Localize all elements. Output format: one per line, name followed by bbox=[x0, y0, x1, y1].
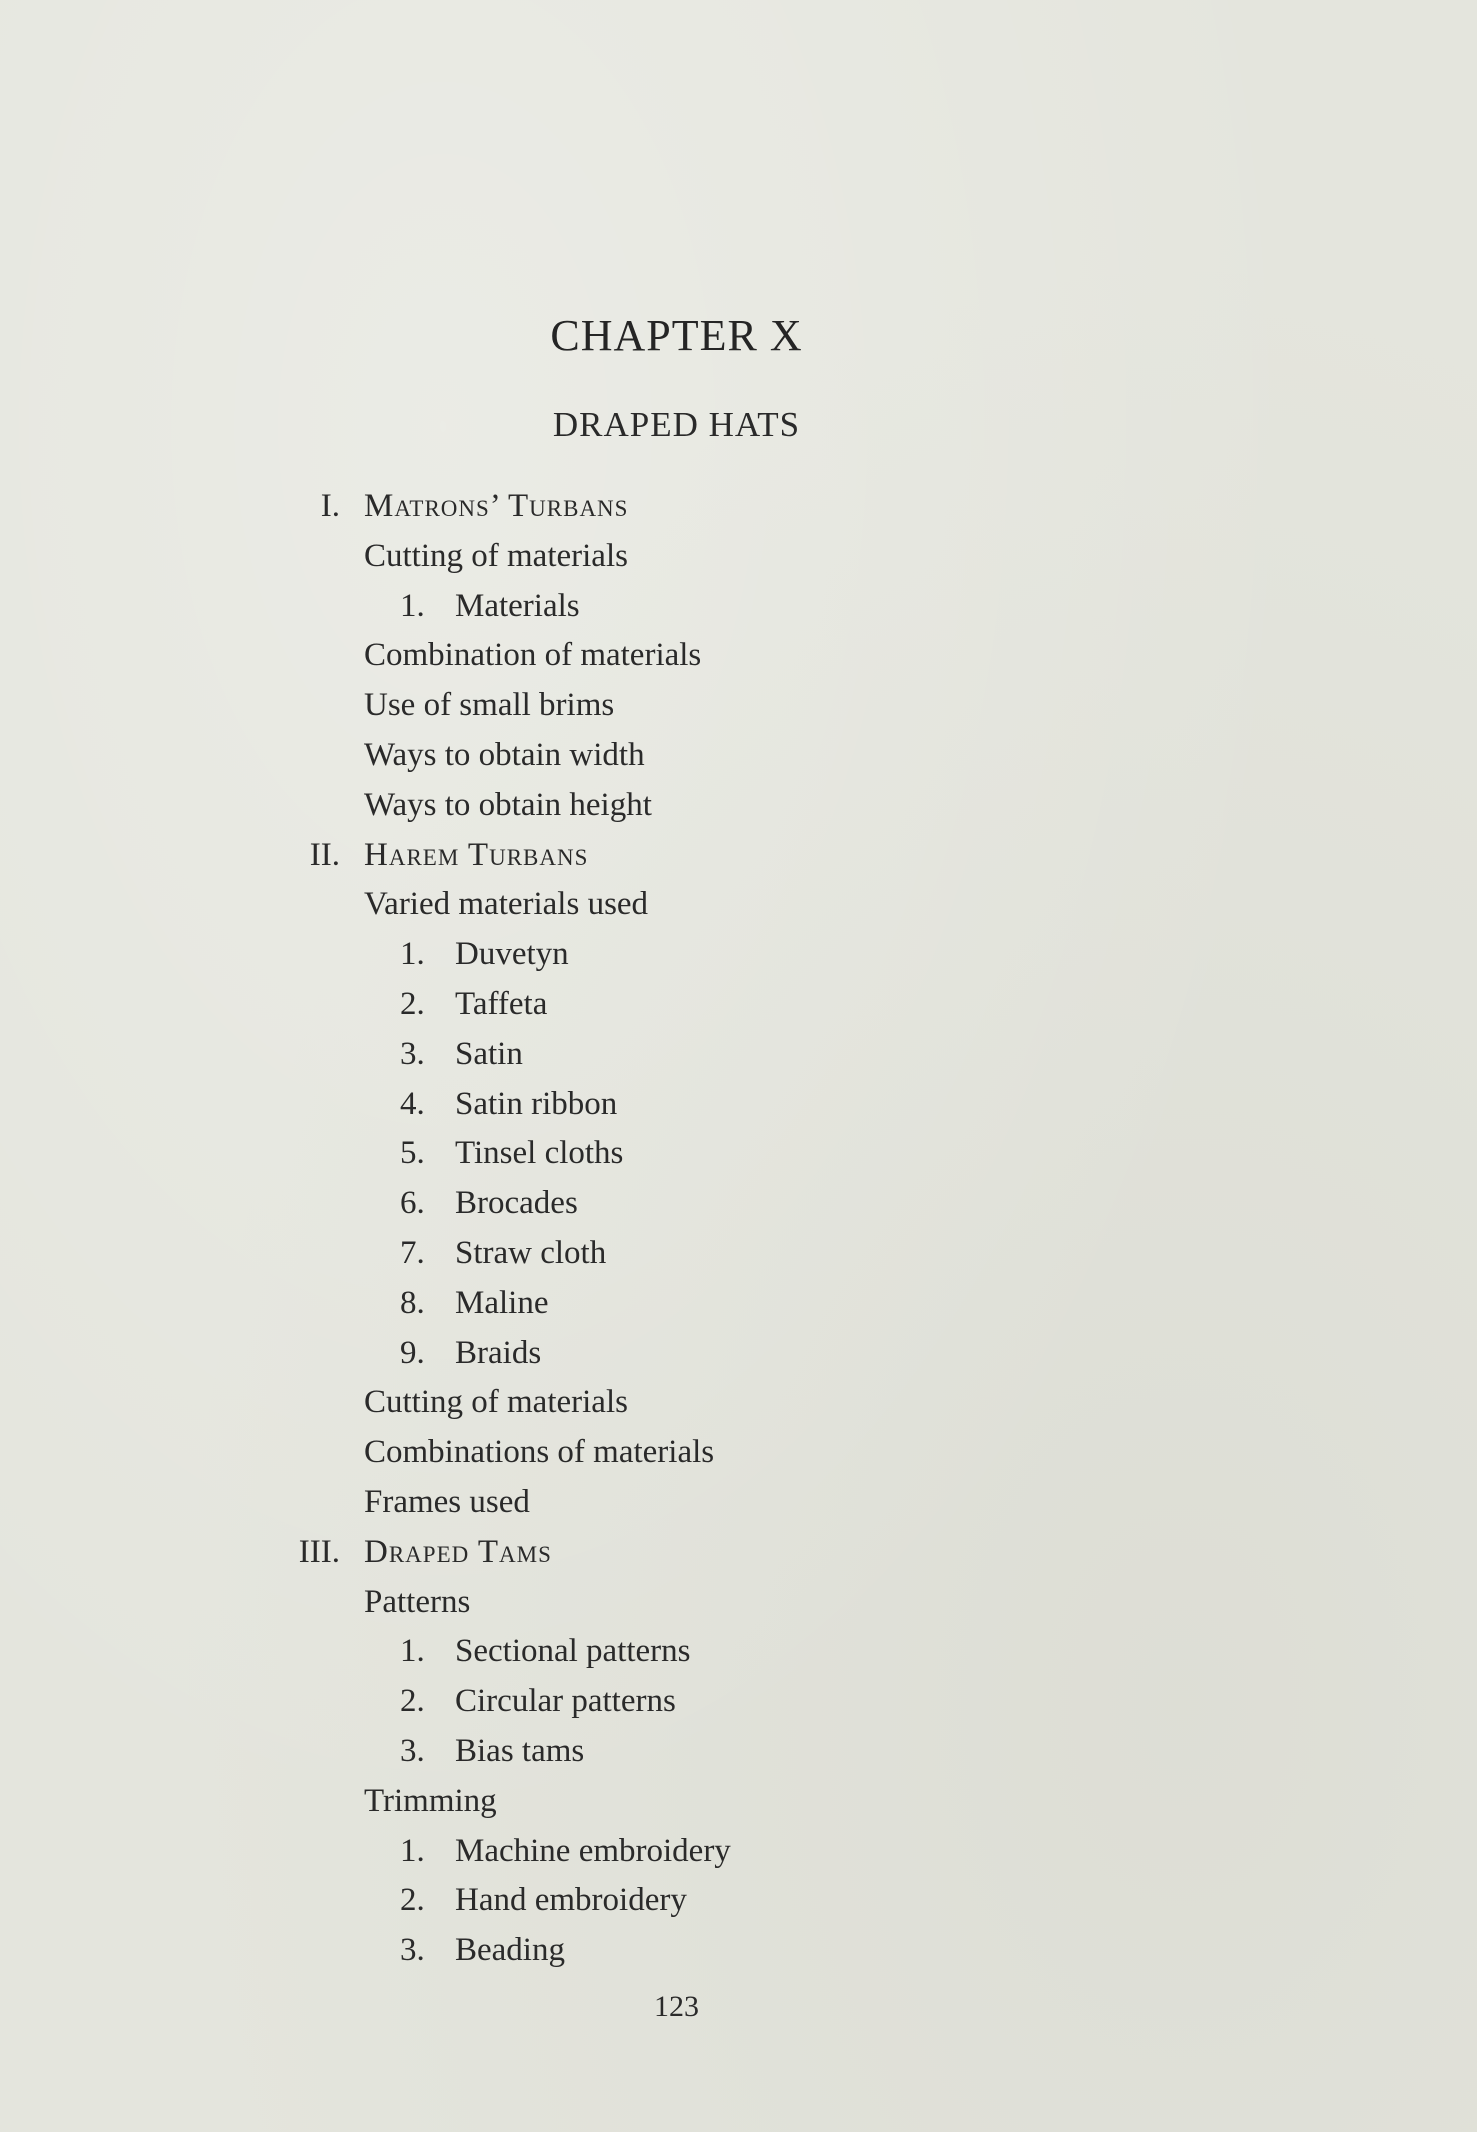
outline-subheading-label: Use of small brims bbox=[364, 687, 615, 724]
item-number: 3. bbox=[400, 1035, 425, 1072]
chapter-outline bbox=[0, 482, 1477, 1976]
outline-item-label: Taffeta bbox=[455, 985, 548, 1022]
item-number: 3. bbox=[400, 1732, 425, 1769]
outline-heading-label: Matrons’ Turbans bbox=[364, 488, 629, 524]
outline-subheading bbox=[0, 1378, 1477, 1428]
outline-subheading-label: Ways to obtain height bbox=[364, 786, 652, 823]
outline-subheading-label: Trimming bbox=[364, 1782, 497, 1819]
outline-heading-label: Harem Turbans bbox=[364, 836, 589, 873]
roman-numeral: I. bbox=[320, 488, 340, 524]
outline-subheading bbox=[0, 781, 1477, 831]
outline-subheading bbox=[0, 1578, 1477, 1628]
item-number: 9. bbox=[400, 1334, 425, 1371]
outline-item bbox=[0, 1179, 1477, 1229]
outline-item bbox=[0, 1627, 1477, 1677]
outline-item-label: Hand embroidery bbox=[455, 1882, 687, 1919]
item-number: 1. bbox=[400, 1633, 425, 1670]
outline-item bbox=[0, 1080, 1477, 1130]
outline-subheading-label: Combinations of materials bbox=[364, 1434, 715, 1471]
outline-heading bbox=[0, 1528, 1477, 1578]
outline-item-label: Beading bbox=[455, 1932, 565, 1969]
outline-item-label: Satin ribbon bbox=[455, 1085, 618, 1122]
outline-subheading bbox=[0, 1478, 1477, 1528]
outline-item bbox=[0, 1727, 1477, 1777]
outline-item bbox=[0, 1129, 1477, 1179]
outline-subheading-label: Varied materials used bbox=[364, 886, 649, 923]
outline-item-label: Braids bbox=[455, 1334, 542, 1371]
outline-heading bbox=[0, 482, 1477, 532]
outline-item bbox=[0, 1279, 1477, 1329]
item-number: 1. bbox=[400, 1832, 425, 1869]
section-title: DRAPED HATS bbox=[552, 405, 801, 444]
outline-subheading-label: Cutting of materials bbox=[364, 1384, 628, 1421]
item-number: 5. bbox=[400, 1135, 425, 1172]
outline-item bbox=[0, 1827, 1477, 1877]
outline-subheading bbox=[0, 1777, 1477, 1827]
outline-item-label: Machine embroidery bbox=[455, 1832, 731, 1869]
outline-item-label: Straw cloth bbox=[455, 1234, 607, 1271]
roman-numeral: III. bbox=[298, 1533, 340, 1570]
item-number: 4. bbox=[400, 1085, 425, 1122]
outline-item bbox=[0, 1677, 1477, 1727]
outline-subheading-label: Combination of materials bbox=[364, 637, 702, 674]
outline-item bbox=[0, 930, 1477, 980]
roman-numeral: II. bbox=[309, 836, 340, 873]
outline-item-label: Brocades bbox=[455, 1185, 578, 1222]
item-number: 1. bbox=[400, 587, 425, 624]
outline-item bbox=[0, 1876, 1477, 1926]
chapter-title: CHAPTER X bbox=[550, 311, 803, 360]
outline-subheading-label: Cutting of materials bbox=[364, 537, 628, 574]
outline-item bbox=[0, 980, 1477, 1030]
outline-item bbox=[0, 1329, 1477, 1379]
outline-item bbox=[0, 582, 1477, 632]
outline-subheading bbox=[0, 1428, 1477, 1478]
outline-subheading bbox=[0, 731, 1477, 781]
outline-item bbox=[0, 1926, 1477, 1976]
outline-subheading bbox=[0, 631, 1477, 681]
outline-item-label: Materials bbox=[455, 587, 580, 624]
outline-subheading-label: Ways to obtain width bbox=[364, 736, 645, 773]
item-number: 1. bbox=[400, 936, 425, 973]
outline-subheading bbox=[0, 681, 1477, 731]
outline-subheading-label: Frames used bbox=[364, 1483, 530, 1520]
outline-heading-label: Draped Tams bbox=[364, 1533, 552, 1570]
item-number: 7. bbox=[400, 1234, 425, 1271]
outline-heading bbox=[0, 831, 1477, 881]
item-number: 2. bbox=[400, 985, 425, 1022]
outline-item-label: Maline bbox=[455, 1284, 549, 1321]
outline-item-label: Tinsel cloths bbox=[455, 1135, 624, 1172]
outline-item-label: Bias tams bbox=[455, 1732, 585, 1769]
item-number: 2. bbox=[400, 1683, 425, 1720]
outline-subheading-label: Patterns bbox=[364, 1583, 471, 1620]
item-number: 6. bbox=[400, 1185, 425, 1222]
outline-item-label: Sectional patterns bbox=[455, 1633, 691, 1670]
item-number: 2. bbox=[400, 1882, 425, 1919]
outline-item bbox=[0, 1229, 1477, 1279]
item-number: 8. bbox=[400, 1284, 425, 1321]
outline-item-label: Satin bbox=[455, 1035, 523, 1072]
page-number: 123 bbox=[654, 1990, 699, 2023]
outline-subheading bbox=[0, 880, 1477, 930]
outline-subheading bbox=[0, 532, 1477, 582]
outline-item-label: Duvetyn bbox=[455, 936, 569, 973]
item-number: 3. bbox=[400, 1932, 425, 1969]
outline-item-label: Circular patterns bbox=[455, 1683, 676, 1720]
outline-item bbox=[0, 1030, 1477, 1080]
